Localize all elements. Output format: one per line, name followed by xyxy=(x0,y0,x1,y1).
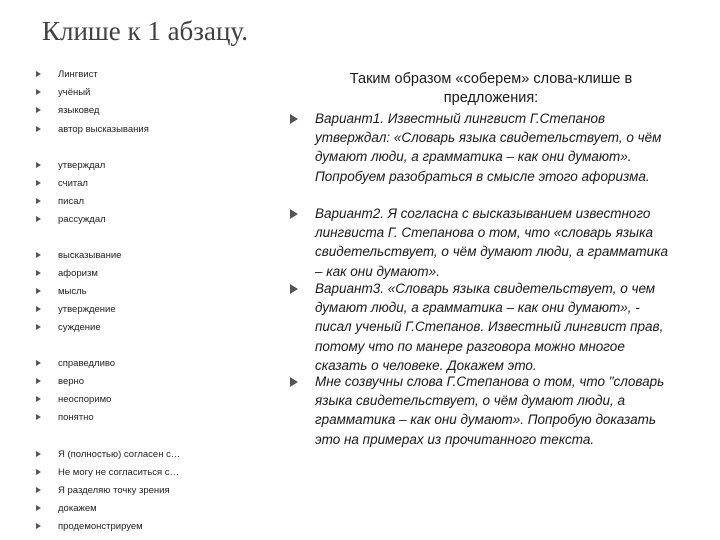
list-item: автор высказывания xyxy=(36,121,149,137)
triangle-bullet-icon xyxy=(290,284,298,294)
triangle-bullet-icon xyxy=(36,523,41,529)
triangle-bullet-icon xyxy=(36,270,41,276)
list-item: неоспоримо xyxy=(36,391,111,407)
list-item: рассуждал xyxy=(36,211,106,227)
triangle-bullet-icon xyxy=(36,162,41,168)
triangle-bullet-icon xyxy=(36,360,41,366)
list-item: афоризм xyxy=(36,265,98,281)
list-item: учёный xyxy=(36,84,90,100)
triangle-bullet-icon xyxy=(36,469,41,475)
list-item: считал xyxy=(36,175,88,191)
triangle-bullet-icon xyxy=(36,89,41,95)
list-item: мысль xyxy=(36,283,87,299)
list-item: Мне созвучны слова Г.Степанова о том, что "словарь языка свидетельствует, о чём думают люди, а грамматика – как они думают». Попробую доказать это на примерах из прочитанного текста. xyxy=(290,372,680,449)
triangle-bullet-icon xyxy=(36,306,41,312)
triangle-bullet-icon xyxy=(36,396,41,402)
list-item: Я (полностью) согласен с… xyxy=(36,446,180,462)
list-item: Вариант3. «Словарь языка свидетельствует, о чем думают люди, а грамматика – как они думают», - писал ученый Г.Степанов. Известный лингвист прав, потому что по манере разговора можно многое сказать о человеке. Докажем это. xyxy=(290,279,680,375)
list-item: Вариант1. Известный лингвист Г.Степанов утверждал: «Словарь языка свидетельствует, о чём думают люди, а грамматика – как они думают». Попробуем разобраться в смысле этого афоризма. xyxy=(290,109,680,186)
list-item: писал xyxy=(36,193,84,209)
slide-title: Клише к 1 абзацу. xyxy=(42,16,248,46)
list-item: продемонстрируем xyxy=(36,518,143,534)
list-item: верно xyxy=(36,373,84,389)
list-item: утверждение xyxy=(36,301,116,317)
triangle-bullet-icon xyxy=(290,377,298,387)
triangle-bullet-icon xyxy=(36,324,41,330)
triangle-bullet-icon xyxy=(36,126,41,132)
triangle-bullet-icon xyxy=(36,252,41,258)
triangle-bullet-icon xyxy=(36,487,41,493)
list-item: докажем xyxy=(36,500,97,516)
list-item: справедливо xyxy=(36,355,115,371)
triangle-bullet-icon xyxy=(36,216,41,222)
triangle-bullet-icon xyxy=(36,505,41,511)
triangle-bullet-icon xyxy=(36,71,41,77)
triangle-bullet-icon xyxy=(36,107,41,113)
triangle-bullet-icon xyxy=(290,209,298,219)
triangle-bullet-icon xyxy=(36,378,41,384)
list-item: Я разделяю точку зрения xyxy=(36,482,170,498)
list-item: утверждал xyxy=(36,157,105,173)
list-item: Лингвист xyxy=(36,66,98,82)
list-item: Вариант2. Я согласна с высказыванием известного лингвиста Г. Степанова о том, что «словарь языка свидетельствует, о чём думают люди, а грамматика – как они думают». xyxy=(290,204,680,281)
list-item: понятно xyxy=(36,409,94,425)
list-item: суждение xyxy=(36,319,101,335)
triangle-bullet-icon xyxy=(36,180,41,186)
list-item: высказывание xyxy=(36,247,121,263)
list-item: языковед xyxy=(36,102,99,118)
triangle-bullet-icon xyxy=(36,198,41,204)
triangle-bullet-icon xyxy=(36,288,41,294)
triangle-bullet-icon xyxy=(290,114,298,124)
list-item: Не могу не согласиться с… xyxy=(36,464,179,480)
triangle-bullet-icon xyxy=(36,451,41,457)
triangle-bullet-icon xyxy=(36,414,41,420)
examples-heading: Таким образом «соберем» слова-клише в предложения: xyxy=(349,71,633,106)
